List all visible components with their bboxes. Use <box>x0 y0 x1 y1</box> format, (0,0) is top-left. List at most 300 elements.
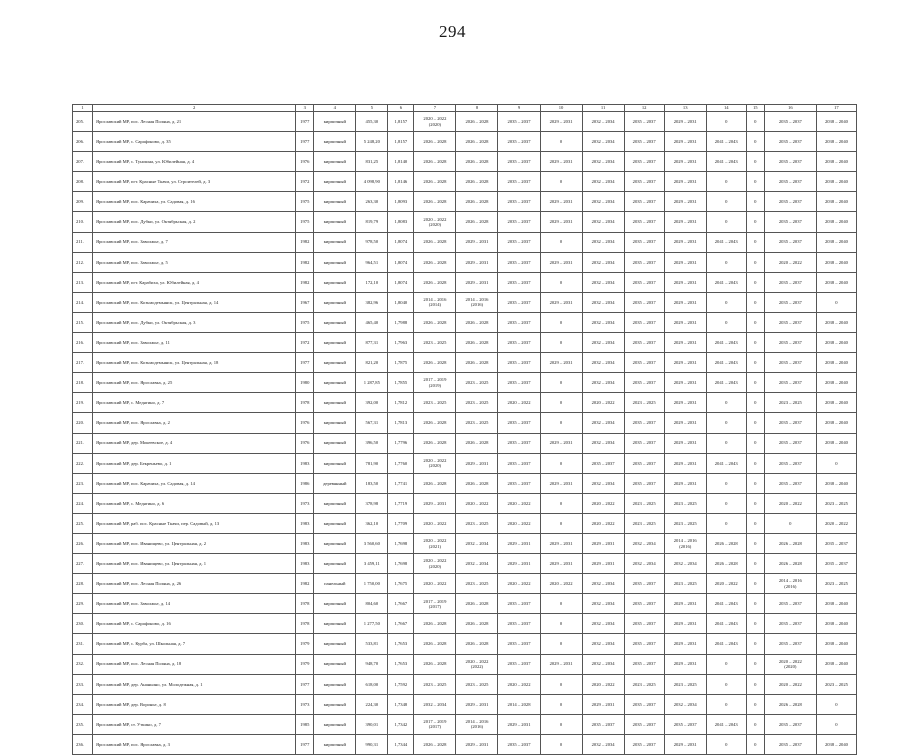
col-7-line: (2019) <box>428 382 442 388</box>
col-7-cell <box>414 172 456 192</box>
col-8-value: 2026 – 2028 <box>465 219 489 225</box>
year-built-cell <box>296 533 314 553</box>
col-12-cell <box>624 413 664 433</box>
col-14-value: 2026 – 2028 <box>714 560 738 566</box>
col-12-value: 2023 – 2025 <box>632 681 656 687</box>
header-cell-7: 7 <box>414 105 456 112</box>
col-10-value: 0 <box>559 239 563 245</box>
col-9-value: 2035 – 2037 <box>507 661 531 667</box>
area-value: 382,96 <box>365 299 379 305</box>
col-13-value: 2029 – 2031 <box>673 601 697 607</box>
address-value: Ярославский МР, с. Курба, ул. Школьная, д. 7 <box>96 641 186 647</box>
col-17-cell <box>816 453 856 473</box>
col-12-value: 2035 – 2037 <box>632 581 656 587</box>
area-cell <box>356 533 388 553</box>
col-14-value: 0 <box>725 400 728 406</box>
col-14-cell <box>706 152 746 172</box>
area-value: 3 459,11 <box>363 560 380 566</box>
col-10-cell <box>540 554 582 574</box>
coefficient-cell <box>388 292 414 312</box>
col-13-cell <box>664 112 706 132</box>
row-number-cell <box>73 453 93 473</box>
row-number-cell <box>73 232 93 252</box>
col-15-cell <box>746 333 764 353</box>
col-13-cell <box>664 252 706 272</box>
col-7-line: 2026 – 2028 <box>423 239 447 245</box>
table-row <box>73 473 857 493</box>
col-10-value: 0 <box>559 701 563 707</box>
col-10-value: 2029 – 2031 <box>549 661 573 667</box>
col-10-value: 2029 – 2031 <box>549 480 573 486</box>
col-7-line: 2026 – 2028 <box>423 420 447 426</box>
col-11-cell <box>582 112 624 132</box>
col-12-value: 2035 – 2037 <box>632 319 656 325</box>
col-8-cell <box>456 513 498 533</box>
col-7-line: 2026 – 2028 <box>423 641 447 647</box>
col-9-value: 2020 – 2022 <box>507 581 531 587</box>
area-value: 362,10 <box>365 520 379 526</box>
address-cell <box>93 473 296 493</box>
col-10-value: 0 <box>559 721 563 727</box>
col-15-value: 0 <box>754 360 757 366</box>
col-10-cell <box>540 493 582 513</box>
wall-material-cell <box>314 473 356 493</box>
wall-material-cell <box>314 212 356 232</box>
area-cell <box>356 714 388 734</box>
col-8-cell <box>456 574 498 594</box>
col-8-note: (2022) <box>470 664 484 670</box>
col-8-cell <box>456 614 498 634</box>
col-16-value: 0 <box>789 520 792 526</box>
col-15-value: 0 <box>754 741 757 747</box>
col-11-cell <box>582 614 624 634</box>
col-8-cell <box>456 232 498 252</box>
col-11-value: 2032 – 2034 <box>591 279 615 285</box>
col-13-cell <box>664 554 706 574</box>
address-cell <box>93 232 296 252</box>
col-17-value: 2038 – 2040 <box>824 360 848 366</box>
wall-material-cell <box>314 252 356 272</box>
col-13-cell <box>664 292 706 312</box>
col-8-cell <box>456 714 498 734</box>
col-14-cell <box>706 634 746 654</box>
col-7-cell <box>414 353 456 373</box>
col-14-value: 2026 – 2028 <box>714 540 738 546</box>
col-13-cell <box>664 192 706 212</box>
wall-material-value: кирпичный <box>323 701 346 707</box>
col-8-cell <box>456 433 498 453</box>
year-built-value: 1973 <box>300 500 310 506</box>
col-13-value: 2029 – 2031 <box>673 199 697 205</box>
wall-material-cell <box>314 373 356 393</box>
row-number-value: 221. <box>76 440 85 446</box>
coefficient-cell <box>388 112 414 132</box>
col-10-cell <box>540 252 582 272</box>
area-value: 5 248,20 <box>363 139 380 144</box>
table-row <box>73 513 857 533</box>
year-built-cell <box>296 272 314 292</box>
col-7-cell <box>414 312 456 332</box>
col-9-cell <box>498 413 540 433</box>
col-15-cell <box>746 714 764 734</box>
row-number-cell <box>73 252 93 272</box>
area-cell <box>356 594 388 614</box>
coefficient-cell <box>388 714 414 734</box>
header-cell-4: 4 <box>314 105 356 112</box>
col-14-value: 0 <box>725 520 728 526</box>
header-cell-13: 13 <box>664 105 706 112</box>
col-11-cell <box>582 232 624 252</box>
col-13-cell <box>664 433 706 453</box>
col-17-cell <box>816 172 856 192</box>
col-7-cell <box>414 594 456 614</box>
col-9-cell <box>498 232 540 252</box>
table-row <box>73 232 857 252</box>
col-13-value: 2032 – 2034 <box>673 701 697 707</box>
col-10-value: 2029 – 2031 <box>549 259 573 265</box>
col-7-cell <box>414 292 456 312</box>
wall-material-value: кирпичный <box>323 560 346 566</box>
address-value: Ярославский МР, пос. Карачиха, ул. Садовая, д. 14 <box>96 480 195 486</box>
col-11-cell <box>582 172 624 192</box>
address-value: Ярославский МР, пос. Иванищево, ул. Центральная, д. 1 <box>96 560 207 566</box>
col-12-value: 2035 – 2037 <box>632 440 656 446</box>
area-value: 378,98 <box>365 500 379 506</box>
area-cell <box>356 393 388 413</box>
col-15-value: 0 <box>754 601 757 607</box>
header-row <box>73 105 857 112</box>
col-9-value: 2029 – 2031 <box>507 560 531 566</box>
area-value: 4 098,90 <box>363 179 380 185</box>
table-row <box>73 192 857 212</box>
coefficient-cell <box>388 172 414 192</box>
col-9-cell <box>498 272 540 292</box>
address-value: Ярославский МР, дер. Ананьино, ул. Молодежная, д. 1 <box>96 681 203 687</box>
col-8-cell <box>456 554 498 574</box>
col-11-value: 2032 – 2034 <box>591 319 615 325</box>
col-14-cell <box>706 554 746 574</box>
area-value: 567,31 <box>365 420 379 426</box>
col-13-value: 2029 – 2031 <box>673 159 697 165</box>
col-15-value: 0 <box>754 279 757 285</box>
col-10-cell <box>540 212 582 232</box>
col-8-cell <box>456 172 498 192</box>
table-row <box>73 614 857 634</box>
header-cell-9: 9 <box>498 105 540 112</box>
row-number-value: 231. <box>76 641 85 647</box>
col-16-value: 2020 – 2022 <box>778 681 802 687</box>
coefficient-value: 1,7719 <box>394 500 408 506</box>
wall-material-value: панельный <box>324 581 346 587</box>
address-value: Ярославский МР, пос. Лесная Поляна, д. 18 <box>96 661 182 667</box>
col-7-cell <box>414 413 456 433</box>
col-9-cell <box>498 493 540 513</box>
area-cell <box>356 192 388 212</box>
coefficient-cell <box>388 312 414 332</box>
col-11-cell <box>582 574 624 594</box>
col-9-cell <box>498 212 540 232</box>
col-11-cell <box>582 453 624 473</box>
col-10-cell <box>540 413 582 433</box>
area-value: 392,00 <box>365 400 379 406</box>
coefficient-value: 1,7675 <box>394 581 408 587</box>
address-value: Ярославский МР, пос. Козьмодемьянск, ул. Центральная, д. 18 <box>96 360 219 366</box>
col-11-value: 2032 – 2034 <box>591 118 615 124</box>
col-17-cell <box>816 533 856 553</box>
year-built-value: 1979 <box>300 661 310 667</box>
col-16-value: 2035 – 2037 <box>778 440 802 446</box>
col-11-value: 2020 – 2022 <box>591 681 615 687</box>
col-17-cell <box>816 393 856 413</box>
row-number-value: 229. <box>76 601 85 607</box>
coefficient-cell <box>388 734 414 754</box>
col-8-cell <box>456 333 498 353</box>
address-cell <box>93 714 296 734</box>
col-17-cell <box>816 353 856 373</box>
col-10-cell <box>540 694 582 714</box>
col-13-cell <box>664 533 706 553</box>
col-8-value: 2026 – 2028 <box>465 339 489 345</box>
col-11-value: 2032 – 2034 <box>591 641 615 647</box>
area-value: 804,60 <box>365 601 379 607</box>
year-built-cell <box>296 172 314 192</box>
area-cell <box>356 312 388 332</box>
col-14-cell <box>706 734 746 754</box>
col-16-cell <box>764 373 816 393</box>
year-built-cell <box>296 453 314 473</box>
col-14-cell <box>706 312 746 332</box>
area-value: 1 750,00 <box>363 581 380 587</box>
row-number-cell <box>73 694 93 714</box>
col-7-line: 2029 – 2031 <box>423 500 447 506</box>
col-13-note: (2016) <box>679 543 692 549</box>
row-number-cell <box>73 312 93 332</box>
col-9-cell <box>498 574 540 594</box>
coefficient-cell <box>388 393 414 413</box>
wall-material-value: кирпичный <box>323 540 346 546</box>
col-7-line: 2026 – 2028 <box>423 199 447 205</box>
table-body <box>73 112 857 755</box>
col-9-cell <box>498 614 540 634</box>
col-10-value: 0 <box>559 339 563 345</box>
col-9-cell <box>498 393 540 413</box>
col-10-value: 0 <box>559 279 563 285</box>
col-15-cell <box>746 674 764 694</box>
col-14-cell <box>706 654 746 674</box>
col-17-value: 2038 – 2040 <box>824 339 848 345</box>
year-built-value: 1973 <box>300 701 310 707</box>
col-15-value: 0 <box>754 199 757 205</box>
row-number-value: 216. <box>76 339 85 345</box>
wall-material-value: кирпичный <box>323 159 346 165</box>
col-17-cell <box>816 232 856 252</box>
col-7-cell <box>414 574 456 594</box>
wall-material-value: кирпичный <box>323 219 346 225</box>
col-10-value: 0 <box>559 520 563 526</box>
coefficient-value: 1,8074 <box>394 279 408 285</box>
col-17-value: 2038 – 2040 <box>824 400 848 406</box>
col-17-cell <box>816 614 856 634</box>
col-9-cell <box>498 353 540 373</box>
col-17-value: 2038 – 2040 <box>824 440 848 446</box>
col-7-line: 2026 – 2028 <box>423 741 447 747</box>
col-9-cell <box>498 453 540 473</box>
row-number-cell <box>73 493 93 513</box>
col-17-value: 2038 – 2040 <box>824 420 848 426</box>
col-17-cell <box>816 292 856 312</box>
coefficient-value: 1,7760 <box>394 460 408 466</box>
col-9-cell <box>498 533 540 553</box>
col-7-line: 2020 – 2022 <box>423 116 447 122</box>
coefficient-value: 1,8157 <box>394 139 408 144</box>
col-12-cell <box>624 373 664 393</box>
col-10-value: 0 <box>559 681 563 687</box>
col-15-value: 0 <box>754 721 757 727</box>
row-number-cell <box>73 734 93 754</box>
col-10-cell <box>540 393 582 413</box>
wall-material-value: кирпичный <box>323 641 346 647</box>
col-14-cell <box>706 513 746 533</box>
col-16-cell <box>764 252 816 272</box>
wall-material-value: кирпичный <box>323 239 346 245</box>
col-13-cell <box>664 232 706 252</box>
col-8-cell <box>456 152 498 172</box>
col-12-cell <box>624 393 664 413</box>
col-8-cell <box>456 473 498 493</box>
address-cell <box>93 513 296 533</box>
col-9-cell <box>498 192 540 212</box>
col-7-line: 2032 – 2034 <box>423 701 447 707</box>
col-10-cell <box>540 353 582 373</box>
col-17-cell <box>816 473 856 493</box>
col-15-value: 0 <box>754 420 757 426</box>
col-11-cell <box>582 212 624 232</box>
table-row <box>73 112 857 132</box>
col-17-value: 2038 – 2040 <box>824 641 848 647</box>
col-16-cell <box>764 132 816 152</box>
header-cell-14: 14 <box>706 105 746 112</box>
col-12-cell <box>624 192 664 212</box>
wall-material-value: кирпичный <box>323 118 346 124</box>
col-8-value: 2026 – 2028 <box>465 440 489 446</box>
area-cell <box>356 654 388 674</box>
col-10-cell <box>540 132 582 152</box>
area-cell <box>356 353 388 373</box>
row-number-value: 212. <box>76 259 85 265</box>
row-number-cell <box>73 132 93 152</box>
col-13-cell <box>664 132 706 152</box>
col-7-line: 2026 – 2028 <box>423 621 447 627</box>
col-12-value: 2035 – 2037 <box>632 380 656 386</box>
table-row <box>73 413 857 433</box>
col-17-cell <box>816 312 856 332</box>
year-built-value: 1972 <box>300 179 310 185</box>
address-value: Ярославский МР, пос. Дубки, ул. Октябрьская, д. 3 <box>96 319 196 325</box>
col-11-value: 2032 – 2034 <box>591 380 615 386</box>
col-9-value: 2035 – 2037 <box>507 279 531 285</box>
wall-material-value: кирпичный <box>323 520 346 526</box>
col-13-cell <box>664 513 706 533</box>
col-16-cell <box>764 513 816 533</box>
col-12-value: 2035 – 2037 <box>632 219 656 225</box>
wall-material-value: кирпичный <box>323 400 346 406</box>
col-9-cell <box>498 112 540 132</box>
coefficient-cell <box>388 574 414 594</box>
wall-material-cell <box>314 734 356 754</box>
wall-material-value: деревянный <box>323 480 347 486</box>
col-16-cell <box>764 232 816 252</box>
year-built-cell <box>296 152 314 172</box>
col-8-value: 2032 – 2034 <box>465 560 489 566</box>
col-13-value: 2032 – 2034 <box>673 560 697 566</box>
col-15-cell <box>746 132 764 152</box>
col-12-value: 2035 – 2037 <box>632 239 656 245</box>
wall-material-value: кирпичный <box>323 299 346 305</box>
table-row <box>73 312 857 332</box>
table-row <box>73 393 857 413</box>
col-9-cell <box>498 433 540 453</box>
address-cell <box>93 734 296 754</box>
row-number-value: 218. <box>76 380 85 386</box>
area-value: 1 277,50 <box>363 621 380 627</box>
col-10-cell <box>540 333 582 353</box>
col-14-value: 0 <box>725 259 728 265</box>
row-number-value: 234. <box>76 701 85 707</box>
col-15-cell <box>746 694 764 714</box>
header-cell-2: 2 <box>93 105 296 112</box>
col-8-cell <box>456 694 498 714</box>
area-cell <box>356 513 388 533</box>
col-7-cell <box>414 493 456 513</box>
col-17-value: 2038 – 2040 <box>824 199 848 205</box>
address-cell <box>93 654 296 674</box>
col-11-value: 2032 – 2034 <box>591 299 615 305</box>
col-13-value: 2029 – 2031 <box>673 661 697 667</box>
col-11-cell <box>582 734 624 754</box>
col-10-value: 0 <box>559 400 563 406</box>
col-15-cell <box>746 614 764 634</box>
area-cell <box>356 493 388 513</box>
col-12-value: 2023 – 2025 <box>632 400 656 406</box>
col-17-cell <box>816 574 856 594</box>
area-value: 533,81 <box>365 641 379 647</box>
col-16-value: 2035 – 2037 <box>778 741 802 747</box>
col-17-cell <box>816 132 856 152</box>
col-7-cell <box>414 132 456 152</box>
coefficient-value: 1,8157 <box>394 118 408 124</box>
row-number-value: 224. <box>76 500 85 506</box>
col-7-line: (2014) <box>428 302 442 308</box>
col-16-cell <box>764 192 816 212</box>
col-13-cell <box>664 714 706 734</box>
area-cell <box>356 473 388 493</box>
col-7-cell <box>414 152 456 172</box>
wall-material-cell <box>314 674 356 694</box>
col-7-cell <box>414 333 456 353</box>
area-cell <box>356 152 388 172</box>
col-15-cell <box>746 112 764 132</box>
col-8-cell <box>456 654 498 674</box>
col-14-value: 2041 – 2043 <box>714 460 738 466</box>
row-number-value: 207. <box>76 159 85 165</box>
col-9-cell <box>498 674 540 694</box>
address-cell <box>93 312 296 332</box>
year-built-cell <box>296 714 314 734</box>
col-10-value: 0 <box>559 380 563 386</box>
col-7-line: 2014 – 2016 <box>423 297 447 303</box>
coefficient-value: 1,8074 <box>394 259 408 265</box>
address-value: Ярославский МР, пос. Заволжье, д. 14 <box>96 601 171 607</box>
